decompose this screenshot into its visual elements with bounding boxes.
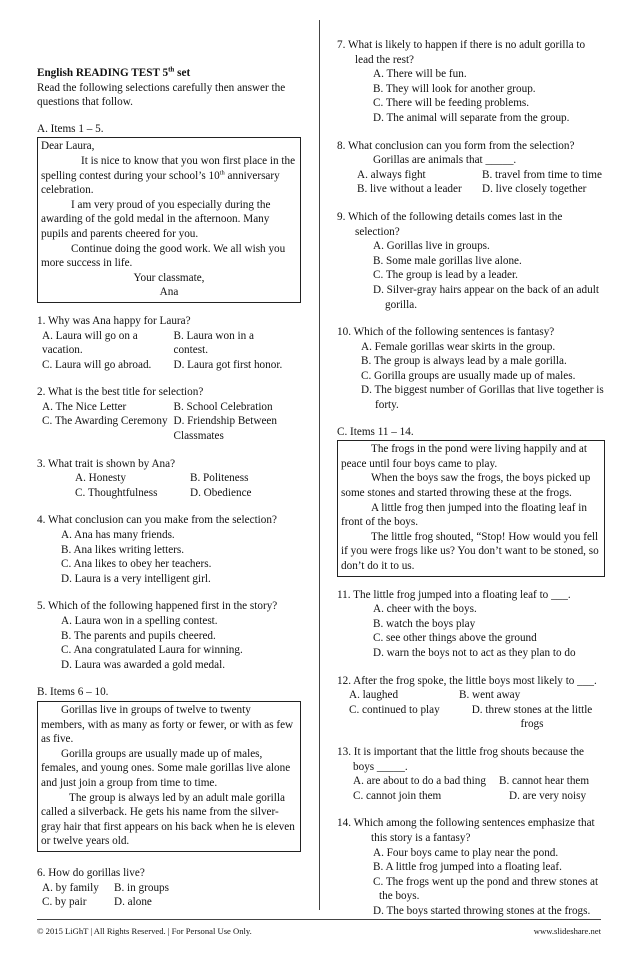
q2-option-d[interactable]: D. Friendship Between Classmates [173,415,277,443]
q4-option-c[interactable]: C. Ana likes to obey her teachers. [61,558,212,571]
q5-option-b[interactable]: B. The parents and pupils cheered. [61,629,216,642]
q12-option-b[interactable]: B. went away [459,689,521,702]
gorilla-passage [37,701,301,852]
frog-passage [337,440,605,576]
footer-site[interactable]: www.slideshare.net [533,926,601,936]
section-c-label: C. Items 11 – 14. [337,425,414,438]
test-title: English READING TEST 5th set [37,65,191,79]
question-14 [337,816,605,918]
q4-option-b[interactable]: B. Ana likes writing letters. [61,543,185,556]
q4-option-a[interactable]: A. Ana has many friends. [61,529,175,542]
question-6-stem: 6. How do gorillas live? [37,866,145,879]
question-10 [337,325,605,413]
section-b-label: B. Items 6 – 10. [37,686,109,699]
question-8 [337,139,605,197]
question-11-stem: 11. The little frog jumped into a floating leaf to ___. [337,588,571,601]
q9-option-c[interactable]: C. The group is lead by a leader. [373,269,518,282]
gorilla-paragraph-3: The group is always led by an adult male gorilla called a silverback. He gets his name from the silver-gray hair that first appears on his back when he is eleven or twelve years old. [41,791,295,848]
instructions: Read the following selections carefully then answer the questions that follow. [37,81,286,109]
question-1-stem: 1. Why was Ana happy for Laura? [37,314,191,327]
q11-option-b[interactable]: B. watch the boys play [373,617,476,630]
q1-option-b[interactable]: B. Laura won in a contest. [173,329,254,357]
letter-paragraph-2: I am very proud of you especially during the awarding of the gold medal in the afternoon. Many pupils and parents cheered for you. [41,198,271,240]
gorilla-paragraph-1: Gorillas live in groups of twelve to twenty members, with as many as forty or fewer, or with as few as five. [41,703,294,746]
q10-option-d[interactable]: D. The biggest number of Gorillas that live together is forty. [361,384,604,412]
q7-option-d[interactable]: D. The animal will separate from the group. [373,111,570,124]
q9-option-a[interactable]: A. Gorillas live in groups. [373,240,490,253]
q12-option-d[interactable]: D. threw stones at the little frogs [471,703,593,731]
question-9-stem: 9. Which of the following details comes last in the selection? [337,210,563,238]
column-divider [319,20,320,910]
q13-option-b[interactable]: B. cannot hear them [499,775,590,788]
question-5-stem: 5. Which of the following happened first in the story? [37,600,278,613]
q13-option-c[interactable]: C. cannot join them [353,789,442,802]
question-7 [337,38,605,126]
q5-option-a[interactable]: A. Laura won in a spelling contest. [61,615,218,627]
question-7-stem: 7. What is likely to happen if there is no adult gorilla to lead the rest? [337,39,586,66]
right-column [337,38,605,918]
q1-option-c[interactable]: C. Laura will go abroad. [42,358,152,371]
q2-option-b[interactable]: B. School Celebration [173,400,273,413]
q14-option-b[interactable]: B. A little frog jumped into a floating leaf. [373,861,562,874]
q10-option-b[interactable]: B. The group is always lead by a male gorilla. [361,355,567,368]
letter-greeting: Dear Laura, [41,140,95,153]
letter-closing: Your classmate, [133,271,205,284]
question-11 [337,588,605,661]
question-6 [37,866,301,910]
q8-option-a[interactable]: A. always fight [357,168,426,181]
question-3 [37,457,301,501]
question-4-stem: 4. What conclusion can you make from the selection? [37,514,277,527]
question-3-stem: 3. What trait is shown by Ana? [37,457,176,470]
q2-option-c[interactable]: C. The Awarding Ceremony [42,415,168,428]
frog-paragraph-3: A little frog then jumped into the floating leaf in front of the boys. [341,501,587,529]
q6-option-d[interactable]: D. alone [114,896,152,909]
question-9 [337,210,605,312]
q4-option-d[interactable]: D. Laura is a very intelligent girl. [61,572,211,585]
question-1 [37,314,301,372]
q13-option-a[interactable]: A. are about to do a bad thing [353,775,486,788]
question-13-stem: 13. It is important that the little frog shouts because the boys _____. [337,745,585,773]
q7-option-a[interactable]: A. There will be fun. [373,68,467,81]
q1-option-d[interactable]: D. Laura got first honor. [173,358,283,371]
q3-option-a[interactable]: A. Honesty [75,472,126,485]
question-2 [37,385,301,443]
q12-option-a[interactable]: A. laughed [349,689,399,702]
q14-option-a[interactable]: A. Four boys came to play near the pond. [373,846,559,859]
gorilla-paragraph-2: Gorilla groups are usually made up of males, females, and young ones. Some male gorillas live alone and just join a group from time to time. [41,747,291,789]
section-a-label: A. Items 1 – 5. [37,122,104,135]
q3-option-c[interactable]: C. Thoughtfulness [75,486,158,499]
question-5 [37,599,301,672]
question-12 [337,674,605,732]
q7-option-b[interactable]: B. They will look for another group. [373,82,536,95]
q5-option-d[interactable]: D. Laura was awarded a gold medal. [61,658,226,671]
question-4 [37,513,301,586]
q11-option-c[interactable]: C. see other things above the ground [373,632,537,645]
question-14-stem: 14. Which among the following sentences emphasize that this story is a fantasy? [337,817,595,844]
q8-option-b[interactable]: B. travel from time to time [482,168,602,181]
q9-option-d[interactable]: D. Silver-gray hairs appear on the back of an adult gorilla. [373,283,599,311]
letter-paragraph-1: It is nice to know that you won first place in the spelling contest during your school’s 10th anniversary celebration. [41,154,296,197]
q3-option-b[interactable]: B. Politeness [190,472,249,485]
q13-option-d[interactable]: D. are very noisy [509,789,587,802]
q11-option-d[interactable]: D. warn the boys not to act as they plan to do [373,646,576,659]
letter-signature: Ana [159,286,179,299]
footer-divider [37,919,601,920]
q10-option-a[interactable]: A. Female gorillas wear skirts in the group. [361,340,556,353]
question-8-subprompt: Gorillas are animals that _____. [373,154,517,167]
q3-option-d[interactable]: D. Obedience [190,486,252,499]
q14-option-c[interactable]: C. The frogs went up the pond and threw stones at the boys. [373,875,599,903]
q8-option-c[interactable]: B. live without a leader [357,183,462,196]
q1-option-a[interactable]: A. Laura will go on a vacation. [42,329,138,357]
q12-option-c[interactable]: C. continued to play [349,703,440,716]
footer [37,924,601,939]
q7-option-c[interactable]: C. There will be feeding problems. [373,97,530,110]
question-12-stem: 12. After the frog spoke, the little boys most likely to ___. [337,674,597,687]
left-column [37,66,301,910]
frog-paragraph-1: The frogs in the pond were living happily and at peace until four boys came to play. [341,443,587,470]
q9-option-b[interactable]: B. Some male gorillas live alone. [373,254,522,267]
letter-paragraph-3: Continue doing the good work. We all wish you more success in life. [41,242,286,270]
q6-option-c[interactable]: C. by pair [42,896,87,909]
letter-passage [37,137,301,303]
q14-option-d[interactable]: D. The boys started throwing stones at the frogs. [373,904,591,917]
frog-paragraph-2: When the boys saw the frogs, the boys picked up some stones and started throwing these at the frogs. [341,472,591,500]
q5-option-c[interactable]: C. Ana congratulated Laura for winning. [61,644,243,657]
q10-option-c[interactable]: C. Gorilla groups are usually made up of males. [361,369,576,382]
frog-paragraph-4: The little frog shouted, “Stop! How would you fell if you were frogs like us? You don’t want to be stoned, so don’t do it to us. [341,530,599,572]
question-10-stem: 10. Which of the following sentences is fantasy? [337,326,555,339]
q2-option-a[interactable]: A. The Nice Letter [42,400,127,413]
q11-option-a[interactable]: A. cheer with the boys. [373,603,477,616]
q8-option-d[interactable]: D. live closely together [482,183,587,196]
footer-copyright: © 2015 LiGhT | All Rights Reserved. | For Personal Use Only. [37,926,252,936]
question-13 [337,745,605,803]
question-8-stem: 8. What conclusion can you form from the selection? [337,139,575,152]
q6-option-b[interactable]: B. in groups [114,881,170,894]
q6-option-a[interactable]: A. by family [42,881,99,894]
question-2-stem: 2. What is the best title for selection? [37,386,204,399]
